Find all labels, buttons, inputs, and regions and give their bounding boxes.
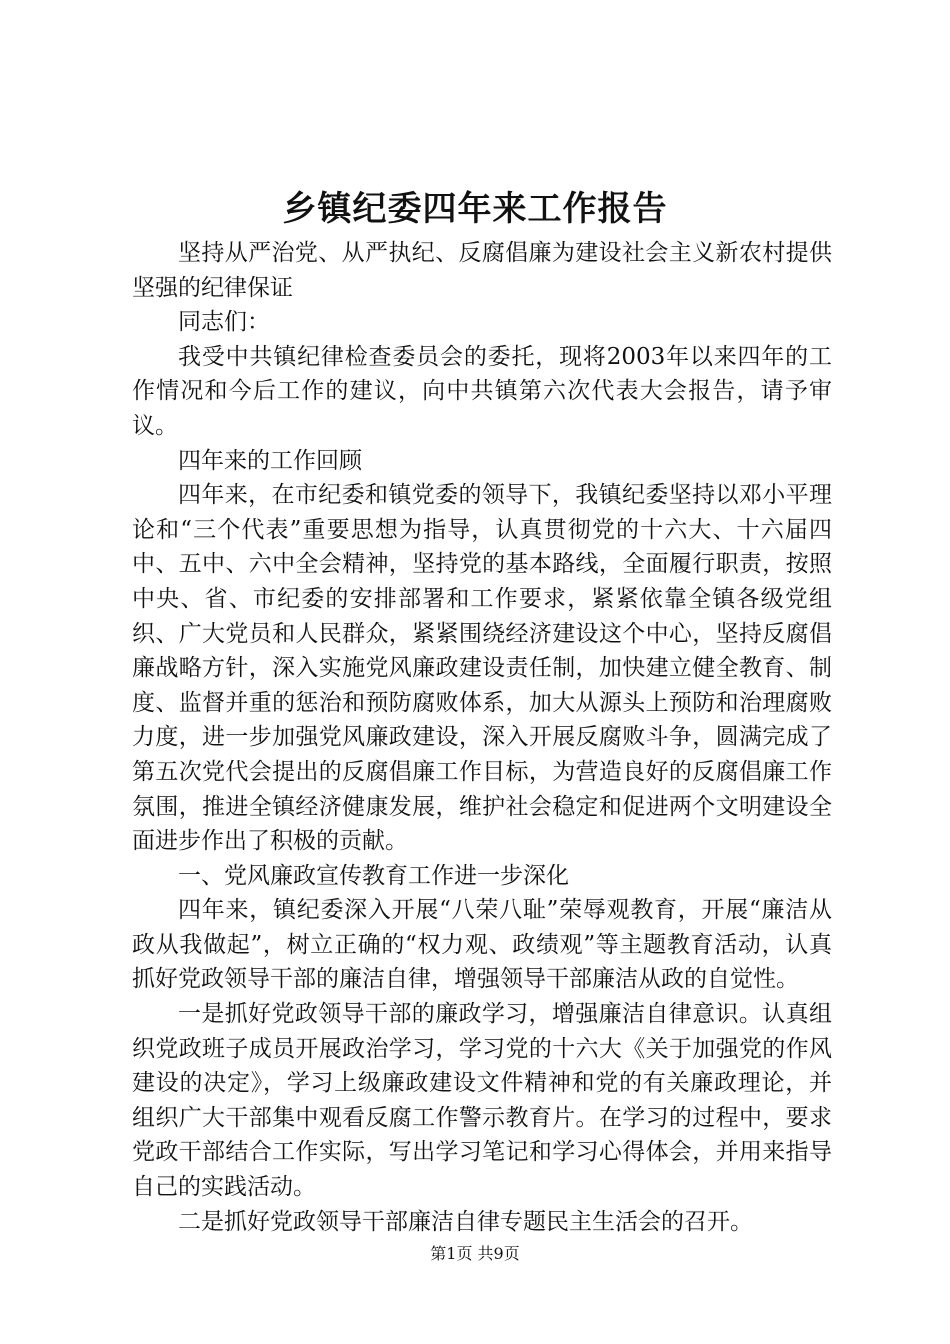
document-body [132,236,832,1239]
paragraph-review: 四年来，在市纪委和镇党委的领导下，我镇纪委坚持以邓小平理论和“三个代表”重要思想为指导，认真贯彻党的十六大、十六届四中、五中、六中全会精神，坚持党的基本路线，全面履行职责，按照中央、省、市纪委的安排部署和工作要求，紧紧依靠全镇各级党组织、广大党员和人民群众，紧紧围绕经济建设这个中心，坚持反腐倡廉战略方针，深入实施党风廉政建设责任制，加快建立健全教育、制度、监督并重的惩治和预防腐败体系，加大从源头上预防和治理腐败力度，进一步加强党风廉政建设，深入开展反腐败斗争，圆满完成了第五次党代会提出的反腐倡廉工作目标，为营造良好的反腐倡廉工作氛围，推进全镇经济健康发展，维护社会稳定和促进两个文明建设全面进步作出了积极的贡献。 [132,482,832,855]
paragraph-salutation: 同志们： [178,309,270,336]
section-heading-review: 四年来的工作回顾 [178,447,362,474]
section-heading-1: 一、党风廉政宣传教育工作进一步深化 [178,862,569,889]
paragraph-point-2: 二是抓好党政领导干部廉洁自律专题民主生活会的召开。 [178,1208,753,1235]
paragraph-intro: 我受中共镇纪律检查委员会的委托，现将2003年以来四年的工作情况和今后工作的建议，向中共镇第六次代表大会报告，请予审议。 [132,343,832,439]
page-number: 第1页 共9页 [430,1244,520,1263]
document-title: 乡镇纪委四年来工作报告 [282,189,668,229]
paragraph-section-1: 四年来，镇纪委深入开展“八荣八耻”荣辱观教育，开展“廉洁从政从我做起”，树立正确的“权力观、政绩观”等主题教育活动，认真抓好党政领导干部的廉洁自律，增强领导干部廉洁从政的自觉性。 [132,897,832,993]
paragraph-point-1: 一是抓好党政领导干部的廉政学习，增强廉洁自律意识。认真组织党政班子成员开展政治学习，学习党的十六大《关于加强党的作风建设的决定》，学习上级廉政建设文件精神和党的有关廉政理论，并组织广大干部集中观看反腐工作警示教育片。在学习的过程中，要求党政干部结合工作实际，写出学习笔记和学习心得体会，并用来指导自己的实践活动。 [132,1001,832,1201]
paragraph-subtitle: 坚持从严治党、从严执纪、反腐倡廉为建设社会主义新农村提供坚强的纪律保证 [132,240,832,301]
